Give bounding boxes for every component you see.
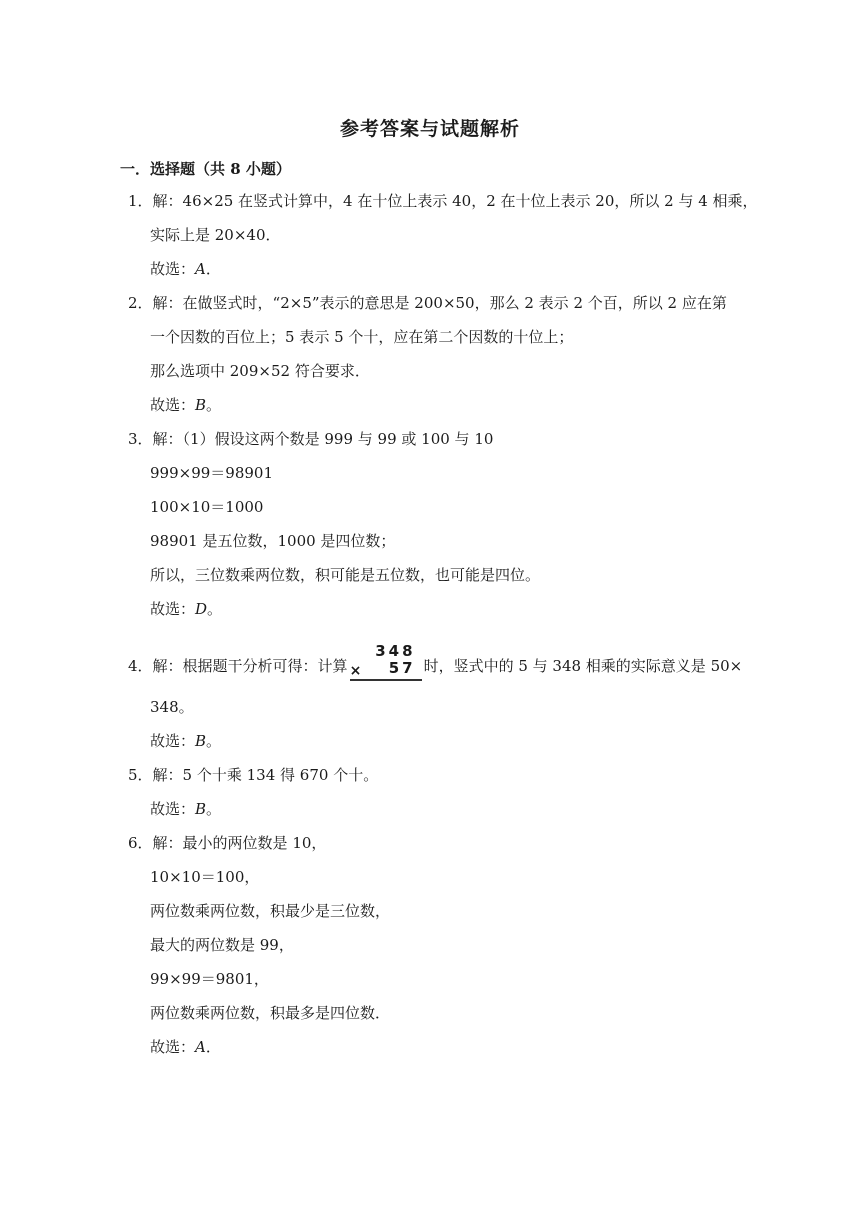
q4-num: 4．	[128, 657, 153, 675]
q5-number	[128, 765, 378, 785]
q3-answer	[150, 599, 222, 619]
q4-line1-after: 时，竖式中的 5 与 348 相乘的实际意义是 50×	[423, 657, 743, 675]
q5-answer-letter: B	[195, 800, 207, 818]
multiply-sign: ×	[349, 663, 362, 679]
q6-answer	[150, 1037, 221, 1057]
q1-num: 1．	[128, 192, 153, 210]
q4-number	[128, 642, 743, 687]
q3-answer-letter: D	[195, 600, 208, 618]
q2-answer-prefix: 故选：	[150, 396, 196, 414]
q3-line3: 100×10＝1000	[150, 498, 264, 516]
q2-answer	[150, 395, 221, 415]
q6-num: 6．	[128, 834, 153, 852]
mult-underline	[350, 679, 422, 681]
q6-line6: 两位数乘两位数，积最多是四位数．	[150, 1004, 391, 1022]
q6-line1: 解：最小的两位数是 10，	[152, 834, 327, 852]
q4-answer-suffix: 。	[206, 732, 222, 750]
q1-answer-suffix: ．	[205, 260, 221, 278]
q1-answer	[150, 259, 221, 279]
q5-answer-prefix: 故选：	[150, 800, 196, 818]
page-title: 参考答案与试题解析	[339, 118, 520, 140]
q6-answer-letter: A	[195, 1038, 206, 1056]
q2-num: 2．	[128, 294, 153, 312]
q3-line5: 所以，三位数乘两位数，积可能是五位数，也可能是四位。	[150, 566, 541, 584]
q1-number	[128, 191, 758, 211]
q1-line2: 实际上是 20×40．	[150, 226, 281, 244]
q6-answer-suffix: ．	[205, 1038, 221, 1056]
q5-answer	[150, 799, 221, 819]
q4-answer-letter: B	[195, 732, 207, 750]
q3-line2: 999×99＝98901	[150, 464, 274, 482]
vertical-multiplication-figure	[350, 641, 422, 681]
q2-line2: 一个因数的百位上；5 表示 5 个十，应在第二个因数的十位上；	[150, 328, 574, 346]
q3-num: 3．	[128, 430, 153, 448]
q3-line4: 98901 是五位数，1000 是四位数；	[150, 532, 396, 550]
q6-number	[128, 833, 326, 853]
q5-answer-suffix: 。	[206, 800, 222, 818]
q6-line4: 最大的两位数是 99，	[150, 936, 294, 954]
q2-number	[128, 293, 727, 313]
q3-answer-prefix: 故选：	[150, 600, 196, 618]
mult-bottom-number: 57	[388, 659, 416, 677]
q4-answer-prefix: 故选：	[150, 732, 196, 750]
mult-top-number: 348	[375, 642, 416, 660]
q1-line1: 解：46×25 在竖式计算中，4 在十位上表示 40，2 在十位上表示 20，所以 2 与 4 相乘，	[152, 192, 758, 210]
section-heading: 一．选择题（共 8 小题）	[120, 160, 291, 178]
q4-line1-before: 解：根据题干分析可得：计算	[152, 657, 348, 675]
q1-answer-letter: A	[195, 260, 206, 278]
q6-answer-prefix: 故选：	[150, 1038, 196, 1056]
q1-answer-prefix: 故选：	[150, 260, 196, 278]
q3-line1: 解：（1）假设这两个数是 999 与 99 或 100 与 10	[152, 430, 494, 448]
q2-line3: 那么选项中 209×52 符合要求．	[150, 362, 370, 380]
q6-line2: 10×10＝100，	[150, 868, 260, 886]
q3-answer-suffix: 。	[207, 600, 223, 618]
q2-line1: 解：在做竖式时，“2×5”表示的意思是 200×50，那么 2 表示 2 个百，所以 2 应在第	[152, 294, 727, 312]
q6-line5: 99×99＝9801，	[150, 970, 269, 988]
q3-number	[128, 429, 493, 449]
q4-answer	[150, 731, 221, 751]
q2-answer-letter: B	[195, 396, 207, 414]
q6-line3: 两位数乘两位数，积最少是三位数，	[150, 902, 391, 920]
q4-line2: 348。	[150, 698, 194, 716]
q5-num: 5．	[128, 766, 153, 784]
q5-line1: 解：5 个十乘 134 得 670 个十。	[152, 766, 379, 784]
q2-answer-suffix: 。	[206, 396, 222, 414]
